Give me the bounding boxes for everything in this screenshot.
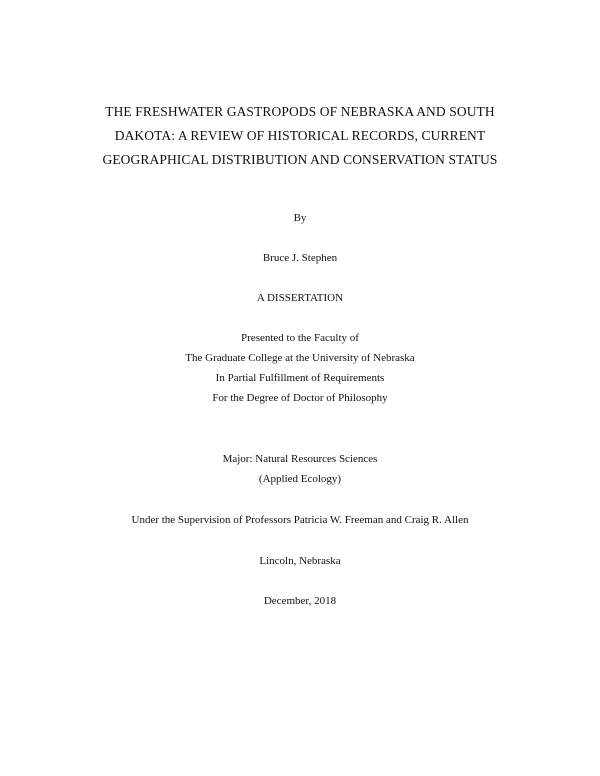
by-label: By — [293, 212, 307, 224]
major-line: Major: Natural Resources Sciences — [222, 453, 378, 465]
title-line-2: DAKOTA: A REVIEW OF HISTORICAL RECORDS, CURRENT — [114, 128, 486, 143]
presentation-line-2: The Graduate College at the University of Nebraska — [185, 352, 415, 364]
location: Lincoln, Nebraska — [259, 555, 341, 567]
presentation-line-1: Presented to the Faculty of — [241, 332, 359, 344]
title-line-3: GEOGRAPHICAL DISTRIBUTION AND CONSERVATION STATUS — [102, 152, 498, 167]
presentation-line-4: For the Degree of Doctor of Philosophy — [212, 392, 388, 404]
title-line-1: THE FRESHWATER GASTROPODS OF NEBRASKA AND SOUTH — [105, 104, 495, 119]
document-type: A DISSERTATION — [256, 292, 344, 304]
date: December, 2018 — [263, 595, 337, 607]
major-specialization: (Applied Ecology) — [258, 473, 342, 485]
presentation-line-3: In Partial Fulfillment of Requirements — [215, 372, 385, 384]
author-name: Bruce J. Stephen — [262, 252, 338, 264]
supervision-line: Under the Supervision of Professors Patricia W. Freeman and Craig R. Allen — [131, 514, 469, 526]
